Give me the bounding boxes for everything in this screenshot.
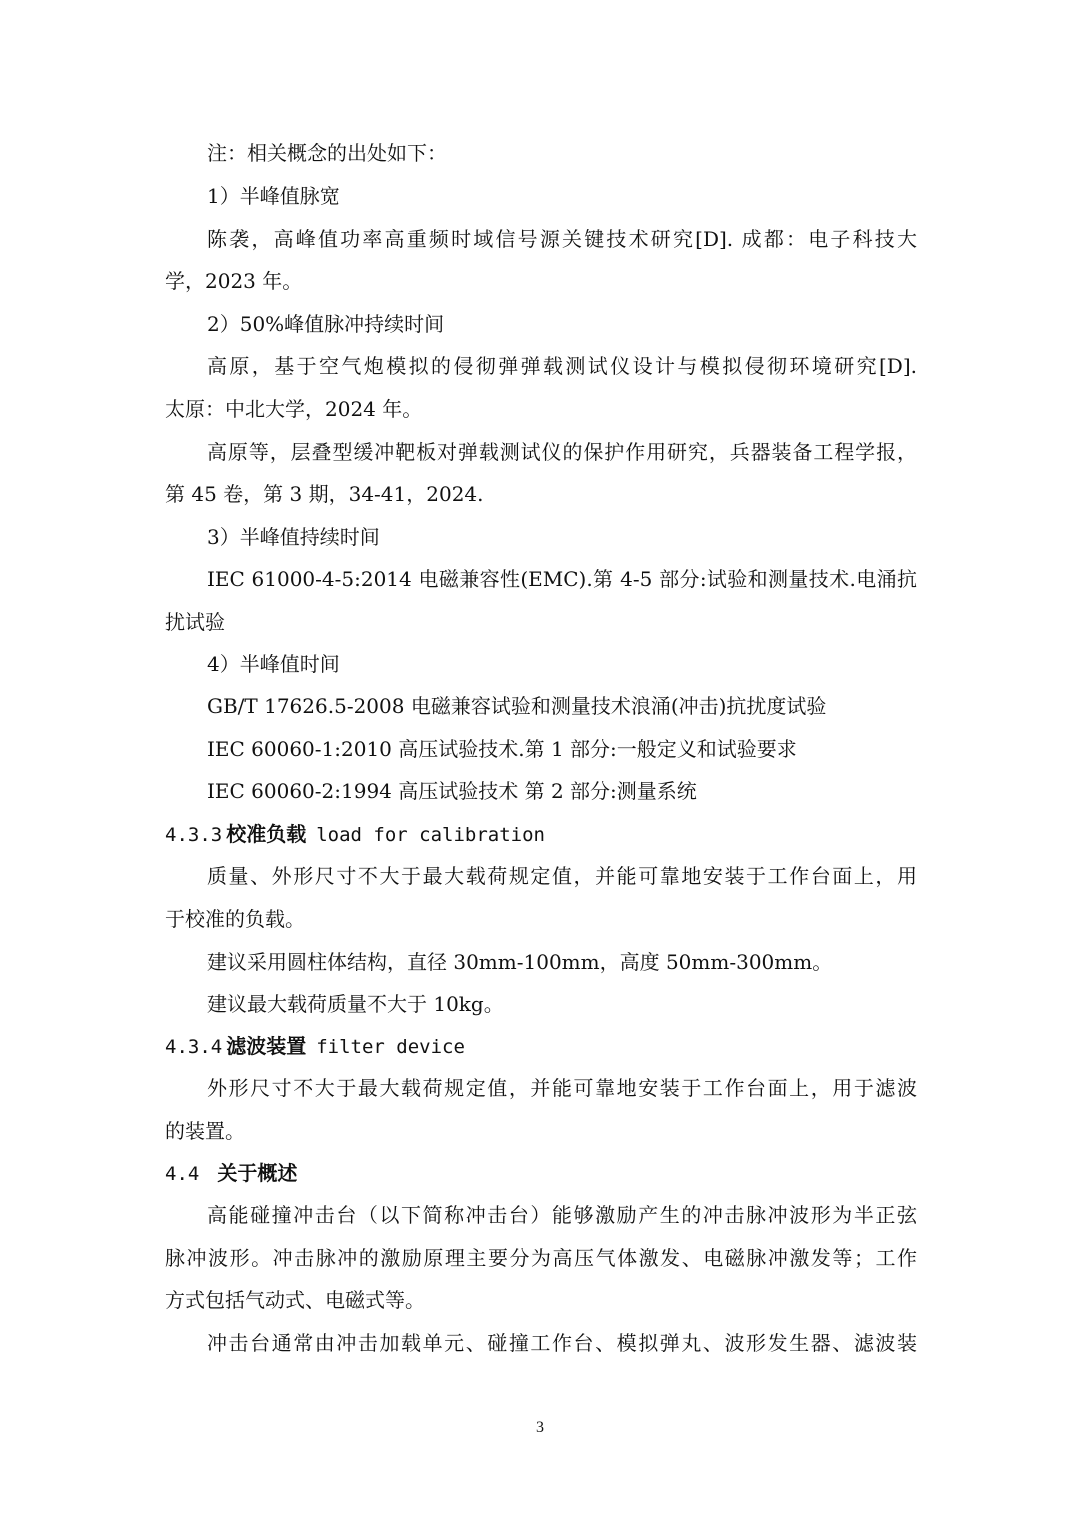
- section-4-3-4-title-en: filter device: [316, 1036, 465, 1058]
- section-4-3-3-heading: [165, 820, 917, 849]
- note-item-1-heading: 1）半峰值脉宽: [207, 184, 340, 208]
- section-4-4-title-cn: 关于概述: [217, 1161, 298, 1185]
- note-item-3-heading: 3）半峰值持续时间: [207, 525, 380, 549]
- section-4-3-4-title-cn: 滤波装置: [226, 1034, 307, 1058]
- note-title: 注：相关概念的出处如下：: [207, 141, 447, 165]
- note-item-4-ref-1: GB/T 17626.5-2008 电磁兼容试验和测量技术浪涌(冲击)抗扰度试验: [207, 694, 827, 718]
- section-4-3-4-p1-line-1: 外形尺寸不大于最大载荷规定值，并能可靠地安装于工作台面上，用于滤波: [207, 1076, 917, 1100]
- note-item-4-ref-2: IEC 60060-1:2010 高压试验技术.第 1 部分:一般定义和试验要求: [207, 737, 797, 761]
- page-number: 3: [536, 1419, 544, 1436]
- note-item-2-heading: 2）50%峰值脉冲持续时间: [207, 312, 445, 336]
- note-item-1-ref-line-2: 学，2023 年。: [165, 269, 303, 293]
- note-item-2-ref-2-line-1: 高原等，层叠型缓冲靶板对弹载测试仪的保护作用研究，兵器装备工程学报，: [207, 440, 917, 464]
- section-4-4-p1-line-1: 高能碰撞冲击台（以下简称冲击台）能够激励产生的冲击脉冲波形为半正弦: [207, 1203, 917, 1227]
- note-item-2-ref-1-line-2: 太原：中北大学，2024 年。: [165, 397, 423, 421]
- section-4-3-3-p2: 建议采用圆柱体结构，直径 30mm-100mm，高度 50mm-300mm。: [207, 950, 833, 974]
- note-item-3-ref-line-1: IEC 61000-4-5:2014 电磁兼容性(EMC).第 4-5 部分:试验和测量技术.电涌抗: [207, 567, 917, 591]
- section-4-3-3-p1-line-2: 于校准的负载。: [165, 907, 305, 931]
- section-4-3-3-title-en: load for calibration: [316, 824, 545, 846]
- section-4-4-p1-line-3: 方式包括气动式、电磁式等。: [165, 1288, 425, 1312]
- section-4-3-4-heading: [165, 1032, 917, 1061]
- section-4-3-3-title-cn: 校准负载: [226, 822, 307, 846]
- section-4-3-3-number: 4.3.3: [165, 824, 223, 846]
- note-item-3-ref-line-2: 扰试验: [165, 610, 225, 634]
- section-4-4-p1-line-2: 脉冲波形。冲击脉冲的激励原理主要分为高压气体激发、电磁脉冲激发等；工作: [165, 1246, 917, 1270]
- section-4-4-heading: [165, 1159, 917, 1188]
- note-item-2-ref-1-line-1: 高原，基于空气炮模拟的侵彻弹弹载测试仪设计与模拟侵彻环境研究[D].: [207, 354, 917, 378]
- note-item-1-ref-line-1: 陈袭，高峰值功率高重频时域信号源关键技术研究[D]. 成都：电子科技大: [207, 227, 917, 251]
- section-4-3-3-p1-line-1: 质量、外形尺寸不大于最大载荷规定值，并能可靠地安装于工作台面上，用: [207, 864, 917, 888]
- note-item-4-ref-3: IEC 60060-2:1994 高压试验技术 第 2 部分:测量系统: [207, 779, 697, 803]
- section-4-3-4-number: 4.3.4: [165, 1036, 223, 1058]
- section-4-4-p2-line-1: 冲击台通常由冲击加载单元、碰撞工作台、模拟弹丸、波形发生器、滤波装: [207, 1331, 917, 1355]
- section-4-3-4-p1-line-2: 的装置。: [165, 1119, 245, 1143]
- note-item-2-ref-2-line-2: 第 45 卷，第 3 期，34-41，2024.: [165, 482, 484, 506]
- note-item-4-heading: 4）半峰值时间: [207, 652, 340, 676]
- section-4-4-number: 4.4: [165, 1163, 200, 1185]
- section-4-3-3-p3: 建议最大载荷质量不大于 10kg。: [207, 992, 504, 1016]
